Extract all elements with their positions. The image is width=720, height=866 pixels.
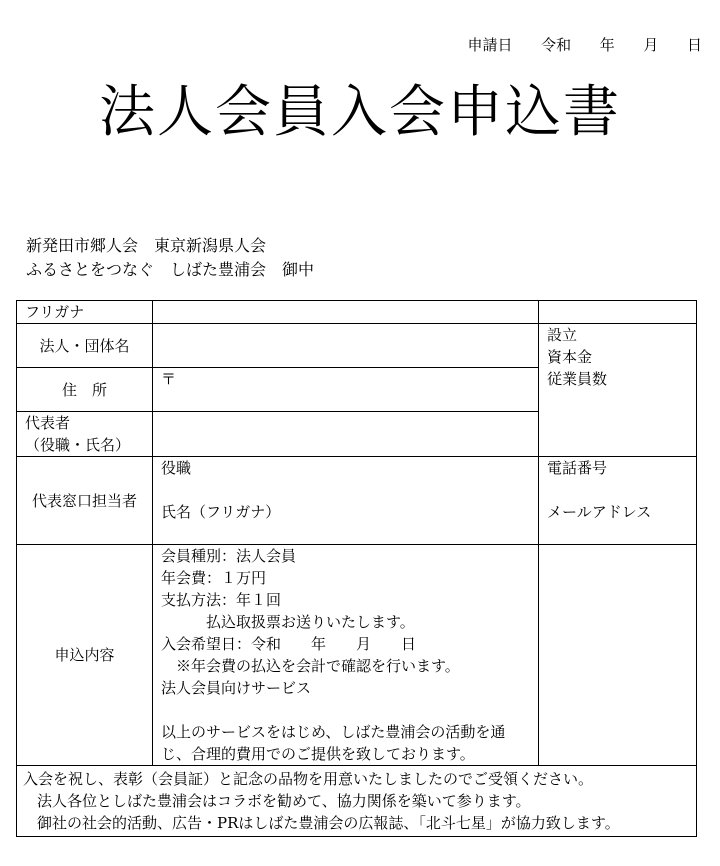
document-title: 法人会員入会申込書 <box>99 80 621 145</box>
footer-line-3: 御社の社会的活動、広告・PRはしばた豊浦会の広報誌、「北斗七星」が協力致します。 <box>37 814 620 832</box>
application-line <box>161 699 530 721</box>
footer-line-2: 法人各位としばた豊浦会はコラボを勧めて、協力関係を築いて参ります。 <box>37 792 531 810</box>
application-date <box>467 34 702 55</box>
application-line: ※年会費の払込を会計で確認を行います。 <box>161 657 460 675</box>
era-label: 令和 <box>541 36 572 54</box>
position-label: 役職 <box>161 459 192 477</box>
employees-label: 従業員数 <box>547 370 608 388</box>
company-info-cell[interactable] <box>539 324 697 457</box>
footer-line-1: 入会を祝し、表彰（会員証）と記念の品物を用意いたしましたのでご受領ください。 <box>23 770 594 788</box>
application-date-label: 申請日 <box>467 36 513 54</box>
addressee-line-2: ふるさとをつなぐ しばた豊浦会 御中 <box>26 260 315 279</box>
application-line: 入会希望日：令和 年 月 日 <box>161 635 417 653</box>
contact-field[interactable] <box>153 457 539 545</box>
furigana-field[interactable] <box>153 301 539 324</box>
furigana-label: フリガナ <box>17 301 153 324</box>
addressee <box>26 234 314 282</box>
contact-label: 代表窓口担当者 <box>17 457 153 545</box>
phone-label: 電話番号 <box>547 459 608 477</box>
corp-name-label: 法人・団体名 <box>17 324 153 368</box>
year-label: 年 <box>599 36 615 54</box>
representative-label: 代表者 （役職・氏名） <box>17 412 153 457</box>
postal-mark: 〒 <box>161 370 177 388</box>
application-line: 払込取扱票お送りいたします。 <box>161 613 415 631</box>
email-label: メールアドレス <box>547 503 652 521</box>
application-details <box>153 545 539 766</box>
contact-info-cell[interactable] <box>539 457 697 545</box>
corp-name-field[interactable] <box>153 324 539 368</box>
addressee-line-1: 新発田市郷人会 東京新潟県人会 <box>26 236 267 255</box>
application-line: 年会費：１万円 <box>161 569 267 587</box>
application-extra-field[interactable] <box>539 545 697 766</box>
contact-name-label: 氏名（フリガナ） <box>161 503 281 521</box>
footer-notes <box>17 766 697 837</box>
address-label: 住 所 <box>17 368 153 412</box>
address-field[interactable] <box>153 368 539 412</box>
month-label: 月 <box>643 36 659 54</box>
application-line: 以上のサービスをはじめ、しばた豊浦会の活動を通じ、合理的費用でのご提供を致しております。 <box>161 723 506 763</box>
capital-label: 資本金 <box>547 348 593 366</box>
application-line: 会員種別：法人会員 <box>161 547 297 565</box>
established-label: 設立 <box>547 326 578 344</box>
application-line: 支払方法：年１回 <box>161 591 282 609</box>
day-label: 日 <box>686 36 702 54</box>
application-label: 申込内容 <box>17 545 153 766</box>
application-form <box>16 300 697 837</box>
representative-field[interactable] <box>153 412 539 457</box>
furigana-extra-field[interactable] <box>539 301 697 324</box>
application-line: 法人会員向けサービス <box>161 679 312 697</box>
